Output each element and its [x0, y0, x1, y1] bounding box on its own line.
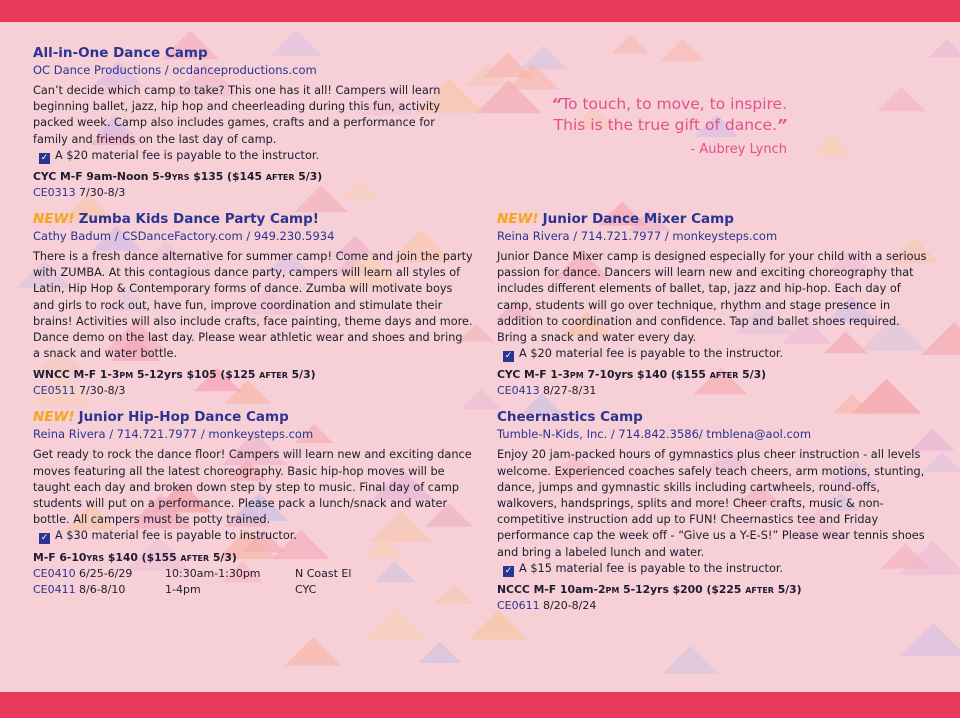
schedule-main: M-F 6-10 — [33, 550, 87, 564]
course-row — [33, 566, 473, 582]
camp-instructor: Reina Rivera / 714.721.7977 / monkeysteps.com — [497, 229, 778, 243]
course-row — [497, 598, 929, 614]
checkbox-icon: ✓ — [504, 351, 513, 362]
bottom-color-band — [0, 692, 960, 718]
camp-description: Can’t decide which camp to take? This one has it all! Campers will learn beginning ballet, jazz, hip hop and cheerleading during this fun, activity packed week. Camp also includes games, crafts and a performance for family and friends on the last day of camp. — [33, 84, 441, 146]
close-quote-icon: ” — [777, 116, 787, 134]
background-triangle — [814, 137, 850, 155]
schedule-price: 5-12yrs $105 ($125 — [133, 368, 260, 382]
schedule-main: NCCC M-F 10am-2 — [497, 583, 606, 597]
course-time: 1-4pm — [165, 582, 201, 596]
camp-entry — [33, 408, 473, 597]
background-triangle — [661, 39, 705, 61]
background-triangle — [520, 45, 567, 69]
background-triangle — [612, 35, 649, 53]
course-code[interactable]: CE0611 — [497, 599, 540, 613]
right-column — [497, 210, 929, 623]
schedule-after: after 5/3) — [180, 550, 237, 564]
camp-instructor: Reina Rivera / 714.721.7977 / monkeysteps.com — [33, 427, 314, 442]
new-badge: NEW! — [33, 409, 75, 426]
course-dates: 6/25-6/29 — [79, 566, 133, 580]
course-time: 10:30am-1:30pm — [165, 566, 261, 580]
material-fee-text: A $20 material fee is payable to the instructor. — [519, 347, 784, 361]
camp-entry — [33, 210, 473, 399]
camp-instructor: OC Dance Productions / ocdanceproductions.com — [33, 63, 317, 77]
camp-title[interactable] — [33, 408, 473, 426]
camp-instructor: Cathy Badum / CSDanceFactory.com / 949.230.5934 — [33, 229, 335, 244]
camp-title-text[interactable]: Junior Hip-Hop Dance Camp — [78, 409, 289, 426]
background-triangle — [365, 610, 424, 640]
camp-schedule — [497, 367, 929, 383]
schedule-price: 5-12yrs $200 ($225 — [619, 583, 746, 597]
camp-description: Get ready to rock the dance floor! Campers will learn new and exciting dance moves featuring all the latest choreography. Basic hip-hop moves will be taught each day and broken down step by step to music. Final day of camp students will put on a performance. Please pack a lunch/snack and water bottle. All campers must be potty trained. — [33, 448, 472, 527]
schedule-after: after 5/3) — [265, 170, 323, 184]
background-triangle — [929, 39, 960, 57]
course-codes — [33, 185, 473, 201]
camp-title[interactable] — [33, 210, 473, 228]
camp-description: Junior Dance Mixer camp is designed especially for your child with a serious passion for dance. Dancers will learn new and exciting choreography that includes different elements of ballet, tap, jazz and hip-hop. Each day of camp, students will go over technique, rhythm and stage presence in addition to coordination and confidence. Tap and ballet shoes required. Bring a snack and water every day. — [497, 250, 927, 345]
course-dates: 8/6-8/10 — [79, 582, 126, 596]
schedule-after: after 5/3) — [259, 368, 316, 382]
course-code[interactable]: CE0313 — [33, 186, 76, 200]
camp-title-text[interactable]: All-in-One Dance Camp — [33, 45, 208, 61]
material-fee-text: A $15 material fee is payable to the instructor. — [519, 561, 784, 575]
course-row — [33, 383, 473, 399]
course-code[interactable]: CE0411 — [33, 582, 76, 596]
course-row — [497, 383, 929, 399]
camp-description: There is a fresh dance alternative for summer camp! Come and join the party with ZUMBA. At this contagious dance party, campers will learn all styles of Latin, Hip Hop & Contemporary forms of dance. Zumba will motivate boys and girls to rock out, have fun, improve coordination and stimulate their brains! Activities will also include crafts, face painting, theme days and more. Dance demo on the last day. Please wear athletic wear and shoes and bring a snack and water bottle. — [33, 250, 473, 361]
schedule-main: CYC M-F 1-3 — [497, 368, 570, 382]
course-codes — [497, 598, 929, 614]
checkbox-icon: ✓ — [504, 565, 513, 576]
checkbox-icon: ✓ — [40, 152, 49, 163]
course-codes — [33, 566, 473, 598]
material-fee-text: A $30 material fee is payable to instructor. — [55, 529, 297, 543]
background-triangle — [901, 623, 960, 656]
camp-schedule — [497, 582, 929, 598]
quote-line-2: This is the true gift of dance. — [553, 116, 778, 134]
schedule-unit: pm — [569, 368, 584, 382]
camp-entry — [497, 408, 929, 614]
quote-author: - Aubrey Lynch — [690, 142, 787, 157]
camp-title[interactable] — [497, 210, 929, 228]
schedule-unit: pm — [119, 368, 134, 382]
course-dates: 7/30-8/3 — [79, 186, 126, 200]
dance-quote — [537, 94, 787, 160]
schedule-price: $140 ($155 — [104, 550, 181, 564]
course-location: N Coast El — [295, 566, 352, 580]
schedule-after: after 5/3) — [745, 583, 802, 597]
course-code[interactable]: CE0511 — [33, 384, 76, 398]
course-row — [33, 185, 473, 201]
quote-line-1: To touch, to move, to inspire. — [561, 95, 787, 113]
camp-title-text[interactable]: Cheernastics Camp — [497, 409, 643, 426]
material-fee — [33, 148, 473, 164]
material-fee-text: A $20 material fee is payable to the instructor. — [55, 148, 320, 162]
camp-title[interactable] — [497, 408, 929, 426]
background-triangle — [878, 87, 926, 111]
camp-entry — [497, 210, 929, 399]
left-column — [33, 44, 473, 607]
material-fee — [497, 561, 929, 577]
schedule-unit: pm — [605, 583, 620, 597]
course-dates: 8/27-8/31 — [543, 384, 597, 398]
background-triangle — [419, 642, 461, 663]
schedule-unit: yrs — [86, 550, 105, 564]
camp-title-text[interactable]: Zumba Kids Dance Party Camp! — [78, 211, 319, 228]
material-fee — [33, 528, 473, 544]
open-quote-icon: “ — [551, 95, 562, 113]
schedule-main: WNCC M-F 1-3 — [33, 368, 120, 382]
background-triangle — [285, 637, 341, 665]
new-badge: NEW! — [497, 211, 539, 227]
checkbox-icon: ✓ — [40, 533, 49, 544]
schedule-main: CYC M-F 9am-Noon 5-9 — [33, 170, 172, 184]
camp-title[interactable] — [33, 44, 473, 62]
camp-instructor: Tumble-N-Kids, Inc. / 714.842.3586/ tmblena@aol.com — [497, 427, 812, 442]
camp-entry — [33, 44, 473, 201]
camp-schedule — [33, 169, 473, 185]
material-fee — [497, 346, 929, 362]
schedule-price: 7-10yrs $140 ($155 — [583, 368, 710, 382]
course-codes — [33, 383, 473, 399]
course-location: CYC — [295, 582, 317, 596]
camp-title-text[interactable]: Junior Dance Mixer Camp — [542, 211, 734, 227]
course-dates: 7/30-8/3 — [79, 384, 126, 398]
schedule-price: $135 ($145 — [189, 170, 266, 184]
course-code[interactable]: CE0413 — [497, 384, 540, 398]
schedule-after: after 5/3) — [709, 368, 767, 382]
camp-schedule — [33, 367, 473, 383]
new-badge: NEW! — [33, 211, 75, 228]
course-code[interactable]: CE0410 — [33, 566, 76, 580]
course-dates: 8/20-8/24 — [543, 599, 597, 613]
schedule-unit: yrs — [171, 170, 190, 184]
course-codes — [497, 383, 929, 399]
camp-schedule — [33, 550, 473, 566]
camp-description: Enjoy 20 jam-packed hours of gymnastics plus cheer instruction - all levels welcome. Experienced coaches safely teach cheers, arm motions, stunting, dance, jumps and gymnastic skills including cartwheels, round-offs, walkovers, handsprings, splits and more! Cheer crafts, music & non-competitive instruction add up to FUN! Cheernastics tee and Friday performance cap the week off - “Give us a Y-E-S!” Please wear tennis shoes and bring a labeled lunch and water. — [497, 448, 925, 559]
course-row — [33, 582, 473, 598]
background-triangle — [662, 645, 719, 673]
